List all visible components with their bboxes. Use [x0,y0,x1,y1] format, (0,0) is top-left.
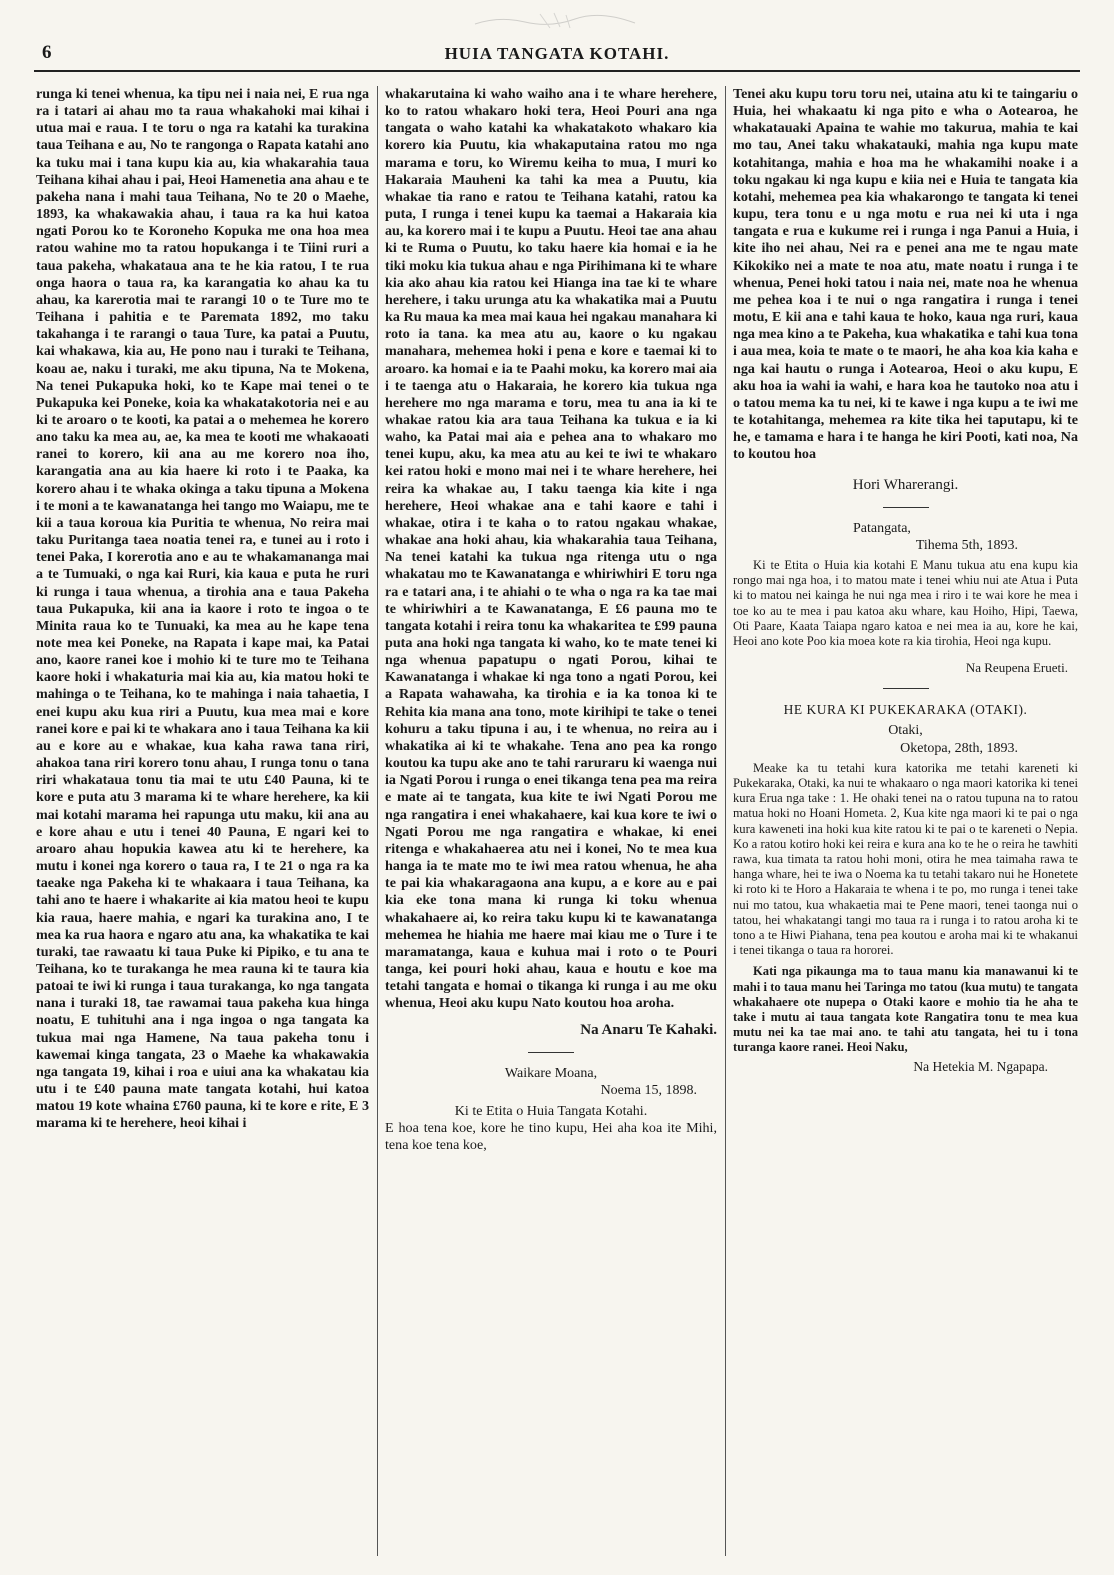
signature-anaru: Na Anaru Te Kahaki. [580,1022,717,1039]
signature-hori: Hori Wharerangi. [852,477,959,494]
letter-salutation: Ki te Etita o Huia Tangata Kotahi. [454,1102,648,1119]
letter-body: E hoa tena koe, kore he tino kupu, Hei aha koa ite Mihi, tena koe tena koe, [385,1120,717,1154]
section-divider-3 [883,688,929,689]
column-rule-1 [377,86,378,1556]
section-divider [528,1052,574,1053]
letter2-place: Patangata, [853,520,911,536]
article-continuation-text-2: whakarutaina ki waho waiho ana i te whare herehere, ko to ratou whakaro hoki tera, Heoi Pouri ana nga tangata o waho katahi ka whakatakoto whakaro kia korero kia Puutu, kia whakaputaina ratou mo nga marama e toru, ko Wiremu keiha to mua, I muri ko Hakaraia Mauheni ka tahi ka mea a Puutu, kia whakae tia rano e ratou te Teihana katahi, ratou ka puta, I runga i tenei kupu ka taemai a Hakaraia kia au, ka korero mai i te kupu a Puutu. Heoi tae ana ahau ki te Ruma o Puutu, ko taku haere kia homai e ia he tiki moku kia tukua ahau e nga Pirihimana ki te whare kia ako ahau kia ratou kei Hianga ina tae ki te whare herehere, i taku urunga atu ka whakatika mai a Puutu ka Ru maua ka mea mai kaua hei ngakau manahara ki roto ia tana. ka mea atu au, kaore o ku ngakau manahara, mehemea hoki i pena e kore e taemai ki to aroaro. ka homai e ia te Paahi moku, ka korero mai aia i te taenga atu o Hakaraia, he korero kia tukua nga herehere mo nga marama e toru, mea tu ana ia ki te whakae ratou kia ara taua Teihana ka tukua e ia ki waho, ka Patai mai aia e pehea ana to whakaro mo tenei kupu, aku, ka mea atu au kei te iwi te whakaro kei ratou hoki e mono mai nei i te whare herehere, hei reira ka whakae au, I taku taenga kia kite i nga herehere, Heoi whakae ana e tahi kaore e tahi i whakae, otira i te kaha o to ratou ngakau whakae, whakae ana hoki ahau, kia whakarahia taua Teihana, Na tenei katahi ka tukua nga ritenga utu o nga whakatau mo te Kawanatanga e whiriwhiri E toru nga ra e tatari ana, i te ahiahi o te wha o nga ra ka tae mai te whiriwhiri a te Kawanatanga, E £6 pauna mo te tangata kotahi i reira tonu ka whakaritea te £99 pauna puta ana hoki nga tangata ki waho, ko te mate tenei ki nga whenua papatupu o ngati Porou, kihai te Kawanatanga i whakae ki nga tono a ngati Porou, kei a Rapata wahawaha, ka tirohia e ia ka tonoa ki te Rehita kia mana ana tono, mote kirihipi te take o tenei kohuru a taku tipuna i au, i te whenua, no reira au i whakatika ai ki te whakahe. Tena ano pea ka rongo koutou ka tupu ake ano te tahi raruraru ki waenga nui ia Ngati Porou i runga o enei tikanga tena pea ma reira e mate ai te tangata, kua kite te iwi Ngati Porou me nga rangatira i enei whakahaere, kai kua kore te iwi o Ngati Porou me nga rangatira e whakae, ki enei ritenga e whakahaerea atu nei i konei, No te mea kua hanga ia te mate mo te iwi mea ratou whenua, he aha te pai kia whakaragaona ana kupu, a e kore au e pai kia eke tona mana ki runga ki toku whenua whakahaere ai, ko reira taku kupu ki te kawanatanga mehemea he hiahia me haere mai kiau me o Ture i te maramatanga, kaua e kuhua mai i roto o te Pouri tanga, kei pouri hoki ahau, kaua e houtu e koe ma tetahi tangata e homai o tikanga ki runga i au me oku whenua, Heoi aku kupu Nato koutou hoa aroha. [385,86,717,1012]
column-3 [733,86,1078,1566]
article-heading-kura: HE KURA KI PUKEKARAKA (OTAKI). [783,702,1028,718]
column-1 [36,86,369,1566]
letter3-place: Otaki, [888,723,923,739]
letter-hori-text: Tenei aku kupu toru toru nei, utaina atu ki te taingariu o Huia, hei whakaatu ki nga pito e wha o Aotearoa, he whakatauaki Apaina te wahie mo takurua, mahia te kai mo tau, Anei taku whakatauki, mahia nga kupu mate kotahitanga, mahia e hoa ma he whakamihi noake i a toku ngakau ki nga kupu e kiia nei e Huia te tangata kia kotahi, mehemea pea kia whakarongo te tangata ki tenei kupu, tera tonu e u nga motu e rua nei ki uta i nga tangata e rua e kukume rei i runga i nga Panui a Huia, i kite iho nei ahau, Nei ra e penei ana me te ngau mate Kikokiko nei a mate te noa atu, mate noatu i runga i te whenua, Penei hoki tatou i naia nei, mate noa he whenua me pehea koa i te nui o nga rangatira i runga i tenei motu, E kii ana e tahi kaua te hoko, kaua nga ruri, kaua nga mea kino a te Pakeha, kua whakatika e tahi kua tona i aua mea, koia te mate o te maori, he aha koa kia kaha e nga kai hautu o runga i Aotearoa, Heoi o aku kupu, E aku hoa ia wahi ia wahi, e hara koa he tautoko noa atu i o tatou mema ka tu nei, ki te kawe i nga kupu a te iwi me te kotahitanga, mehemea ra kite tika hei taputapu, ki te he, e tamama e hara i te hanga he kiri Pooti, kati noa, Na to koutou hoa [733,86,1078,463]
ink-smudge-mark [470,10,640,32]
masthead-title: HUIA TANGATA KOTAHI. [444,44,670,63]
letter3-body-2: Kati nga pikaunga ma to taua manu kia manawanui ki te mahi i to taua manu hei Taringa mo tatou (kua mutu) te tangata whakahaere ote nupepa o Otaki kaore e mohio tia he aha te take i mutu ai taua tangata kote Rangatira tonu te mea kua mutu nei ka tae mai ano. te tahi atu tangata, hei tu i tona turanga kaore ranei. Heoi Naku, [733,964,1078,1055]
signature-reupena: Na Reupena Erueti. [965,660,1068,676]
letter-date: Noema 15, 1898. [600,1082,697,1098]
column-rule-2 [725,86,726,1556]
letter-place: Waikare Moana, [504,1065,598,1081]
article-continuation-text: runga ki tenei whenua, ka tipu nei i naia nei, E rua nga ra i tatari ai ahau mo ta raua whakahoki mai kihai i utua mai e raua. I te toru o nga ra katahi ka turakina taua Teihana e au, No te rangonga o Rapata katahi ano ka tuku mai i tana kupu kia au, kia whakarahia taua Teihana kihai ahau i pai, Heoi Hamenetia ana ahau e te pakeha nana i mahi taua Teihana, No te 20 o Maehe, 1893, ka whakawakia ahau, i taua ra ka hui katoa ngati Porou ko te Koroneho Kopuka me ona hoa mea ratou wahine mo ta ratou hopukanga i te Tiini ruri a taua pakeha, whakataua ana te he kia ratou, I te rua onga haora o taua ra, ka karangatia ko ahau ka tu ahau, ka karerotia mai te rarangi 10 o te Ture mo te Teihana i pahitia e te Paremata 1892, mo taku takahanga i te rarangi o taua Ture, ka patai a Puutu, kai whakawa, kia au, He pono nau i turaki te Teihana, koau ae, naku i turaki, me aku tipuna, Na te Mokena, Na tenei Pukapuka hoki, ko te Kape mai tenei o te Pukapuka kei Poneke, koia ka whakatakotoria nei e au ki te aroaro o te kooti, ka patai a o mehemea he korero ano taku ka mea au, ae, ka mea te kooti me whakaoati ranei to korero, kii ana au me korero noa iho, karangatia ana au kia haere ki roto i te Paaka, ka korero ahau i te whaka okinga a taku tipuna a Mokena i te moni a te kawanatanga hei tango mo Waiapu, me te kii a taua koroua kia Puritia te whenua, No reira mai taku Puritanga taea noatia tenei ra, e tunei au i roto i tenei Paka, I korerotia ano e au te whakamananga mai a te Tumuaki, o nga kai Ruri, kia kaua e puta he ruri ki runga i taua whenua, a tirohia ana e taua Pakeha taua Pukapuka, kii ana ia kaore i roto te ingoa o te Minita raua ko te Tunuaki, ka mea au he kape tena note mea kei Poneke, na Rapata i kape mai, ka Patai ano, kaore ranei koe i mohio ki te ture mo te Teihana kaore hoki i whakaturia mai kia au, kia matou hoki te mahinga o te Teihana, ko te mahinga i naia tahaetia, I enei kupu aku kua riri a Puutu, kua mea mai e kore ranei kore e pai ki te whakara ano i taua Teihana ka kii au e kore au e whakae, kua kaha rawa tana riri, ahakoa tana riri korero tonu ahau, I runga tonu o tana riri whakataua tonu tia mai te utu £40 Pauna, ki te kore e puta atu 3 marama ki te whare herehere, ka kii mai kotahi marama hei rapunga utu maku, kii ana au e kore ahau e utu i tenei 40 Pauna, E ngari kei to aroaro ahau hopukia kawea atu ki te herehere, ka mutu i konei nga korero o taua ra, I te 21 o nga ra ka taeake nga Pakeha ki te whakaara i taua Teihana, ka tahi ano te haere i whakarite ai kia matou heoi te kupu kia raua, haere mahia, e ngari ka turakina ano, I te mea ka rua haora e ngaro atu ana, ka whakatika te kai turaki, tae rawaatu ki taua Puke ki Pipiko, e tu ana te Teihana, ko te turakanga he mea rauna ki te taura kia patoai te iwi ki runga i taua turakanga, ko nga tangata nana i turaki 18, tae rawamai taua pakeha kua hinga noatu, E tuhituhi ana i nga ingoa o nga tangata ka tukua mai nga Hamene, Na taua pakeha tonu i kawemai kinga tangata, 23 o Maehe ka whakawakia nga tangata 19, kihai i roa e uiui ana ka whakatau kia utu i te £40 pauna mate tangata kotahi, hui katoa matou 19 kote whaina £760 pauna, ki te kore e rite, E 3 marama ki te herehere, heoi kihai i [36,86,369,1132]
letter2-date: Tihema 5th, 1893. [915,537,1018,553]
section-divider-2 [883,507,929,508]
signature-hetekia: Na Hetekia M. Ngapapa. [913,1058,1048,1074]
letter3-date: Oketopa, 28th, 1893. [900,740,1018,756]
column-2 [385,86,717,1566]
page-number: 6 [42,42,52,63]
letter2-body: Ki te Etita o Huia kia kotahi E Manu tukua atu ena kupu kia rongo mai nga hoa, i to matou mate i tenei whiu nui ate Atua i Puta ki to matou nei kainga he nui nga mea i riro i te wai kore he mea i toe ko au te mea i pau katoa aku whare, kau Hoiho, Hipi, Taewa, Oti Paare, Kaata Taiapa ngaro katoa e nei mea ia au, kore he kai, Heoi ano kote Poo kia moea kote ra kia tirohia, Heoi nga kupu. [733,557,1078,648]
letter3-body-1: Meake ka tu tetahi kura katorika me tetahi kareneti ki Pukekaraka, Otaki, ka nui te whakaaro o nga maori katorika ki tenei kura Erua nga take : 1. He ohaki tenei na o ratou tupuna na to ratou matua hoki no Hoani Hometa. 2, Kua kite nga maori ki te pai o nga kura kaweneti ina hoki kua kite ratou ki te pai o te kareneti o Nepia. Ko a ratou kotiro hoki kei reira e kura ana ko te he o reira he tawhiti rawa, kua timata ta ratou hohi moni, otira he mea taimaha rawa te hanga whare, hei te iwa o Noema ka tu tetahi takaro nui he Honetete ki roto ki te Horo a Hakaraia te whena i te po, mo runga i tenei take nui mo tatou, kua whakaetia mai te Pene maori, tenei taonga nui o tatou, hei whakatangi tangi mo taua ra i runga i to ratou aroha ki te tono a te Hiwi Piahana, tena pea koutou e aroha mai ki te whakanui i tenei tikanga o taua ra hororei. [733,760,1078,958]
page-header [34,42,1080,72]
